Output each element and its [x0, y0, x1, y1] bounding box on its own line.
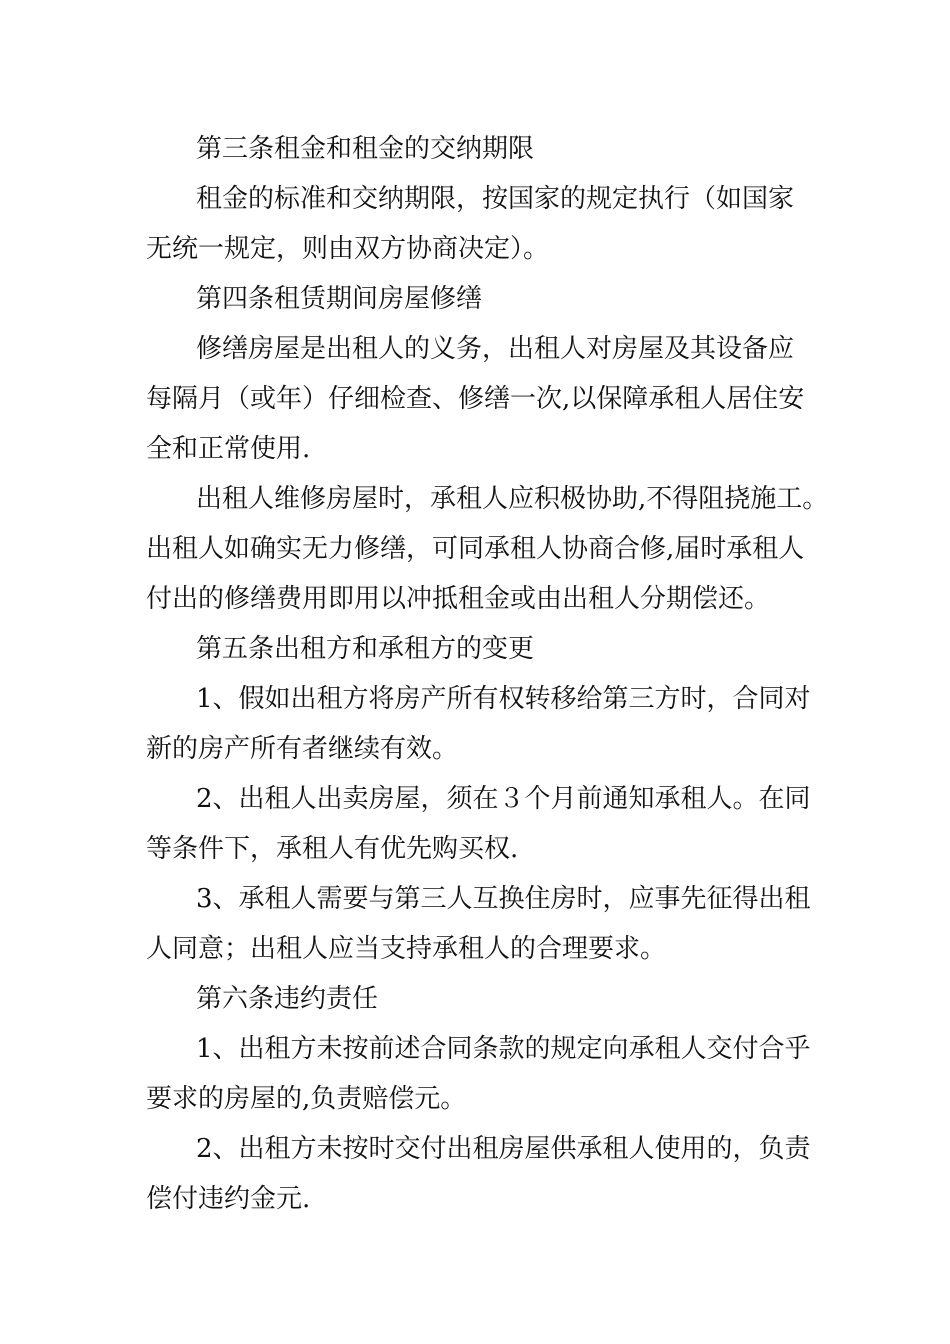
heading-article-5: 第五条出租方和承租方的变更: [196, 634, 535, 664]
paragraph-line: 1、出租方未按前述合同条款的规定向承租人交付合乎: [196, 1034, 811, 1064]
paragraph-line: 2、出租方未按时交付出租房屋供承租人使用的，负责: [196, 1134, 811, 1164]
paragraph-line: 无统一规定，则由双方协商决定）。: [146, 234, 550, 264]
paragraph-line: 付出的修缮费用即用以冲抵租金或由出租人分期偿还。: [146, 584, 771, 614]
paragraph-line: 人同意；出租人应当支持承租人的合理要求。: [146, 934, 667, 964]
paragraph-line: 1、假如出租方将房产所有权转移给第三方时，合同对: [196, 684, 811, 714]
paragraph-line: 新的房产所有者继续有效。: [146, 734, 459, 764]
paragraph-line: 租金的标准和交纳期限，按国家的规定执行（如国家: [196, 184, 795, 214]
paragraph-line: 修缮房屋是出租人的义务，出租人对房屋及其设备应: [196, 334, 795, 364]
paragraph-line: 要求的房屋的,负责赔偿元。: [146, 1084, 467, 1114]
paragraph-line: 出租人如确实无力修缮，可同承租人协商合修,届时承租人: [146, 534, 805, 564]
paragraph-line: 等条件下，承租人有优先购买权.: [146, 834, 519, 864]
paragraph-line: 出租人维修房屋时，承租人应积极协助,不得阻挠施工。: [196, 484, 829, 514]
paragraph-line: 全和正常使用.: [146, 434, 311, 464]
heading-article-6: 第六条违约责任: [196, 984, 379, 1014]
paragraph-line: 3、承租人需要与第三人互换住房时，应事先征得出租: [196, 884, 811, 914]
paragraph-line: 2、出租人出卖房屋，须在３个月前通知承租人。在同: [196, 784, 811, 814]
paragraph-line: 偿付违约金元.: [146, 1184, 311, 1214]
heading-article-3: 第三条租金和租金的交纳期限: [196, 134, 535, 164]
heading-article-4: 第四条租赁期间房屋修缮: [196, 284, 483, 314]
paragraph-line: 每隔月（或年）仔细检查、修缮一次,以保障承租人居住安: [146, 384, 805, 414]
